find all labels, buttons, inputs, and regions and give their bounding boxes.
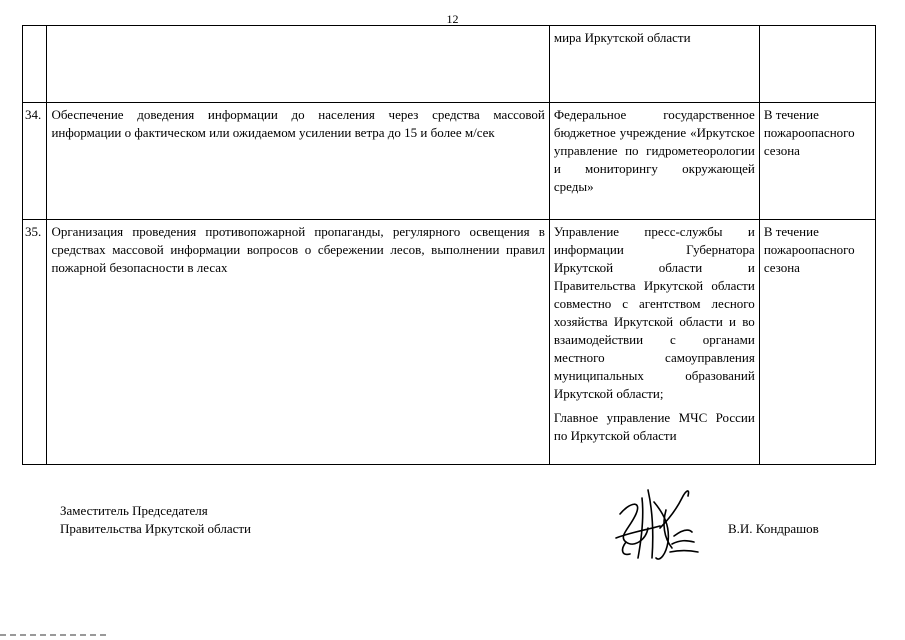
responsible-text: Федеральное государственное бюджетное учреждение «Иркутское управление по гидрометеорологии и мониторингу окружающей среды» <box>553 107 755 194</box>
row-number: 35. <box>23 220 47 465</box>
table-row <box>23 26 876 103</box>
table-row <box>23 103 876 220</box>
action-cell <box>47 26 549 103</box>
term-cell <box>759 26 875 103</box>
term-cell: В течение пожароопасного сезона <box>759 220 875 465</box>
action-cell: Организация проведения противопожарной пропаганды, регулярного освещения в средствах массовой информации вопросов о сбережении лесов, выполнении правил пожарной безопасности в лесах <box>47 220 549 465</box>
row-number <box>23 26 47 103</box>
responsible-cell <box>549 26 759 103</box>
action-cell: Обеспечение доведения информации до населения через средства массовой информации о фактическом или ожидаемом усилении ветра до 15 и более м/сек <box>47 103 549 220</box>
row-number: 34. <box>23 103 47 220</box>
signatory-name: В.И. Кондрашов <box>728 521 819 536</box>
position-line: Заместитель Председателя <box>60 503 208 518</box>
measures-table <box>22 25 876 465</box>
responsible-cell <box>549 220 759 465</box>
page-number: 12 <box>446 12 459 26</box>
term-cell: В течение пожароопасного сезона <box>759 103 875 220</box>
table-row <box>23 220 876 465</box>
responsible-cell <box>549 103 759 220</box>
responsible-text: Главное управление МЧС России по Иркутской области <box>553 410 755 443</box>
signatory-position <box>60 502 251 538</box>
handwritten-signature <box>602 480 714 566</box>
responsible-text: мира Иркутской области <box>553 30 691 45</box>
position-line: Правительства Иркутской области <box>60 521 252 536</box>
scan-artifact <box>0 634 110 636</box>
responsible-text: Управление пресс-службы и информации Губернатора Иркутской области и Правительства Иркутской области совместно с агентством лесного хозяйства Иркутской области и во взаимодействии с органами местного самоуправления муниципальных образований Иркутской области; <box>553 224 755 401</box>
